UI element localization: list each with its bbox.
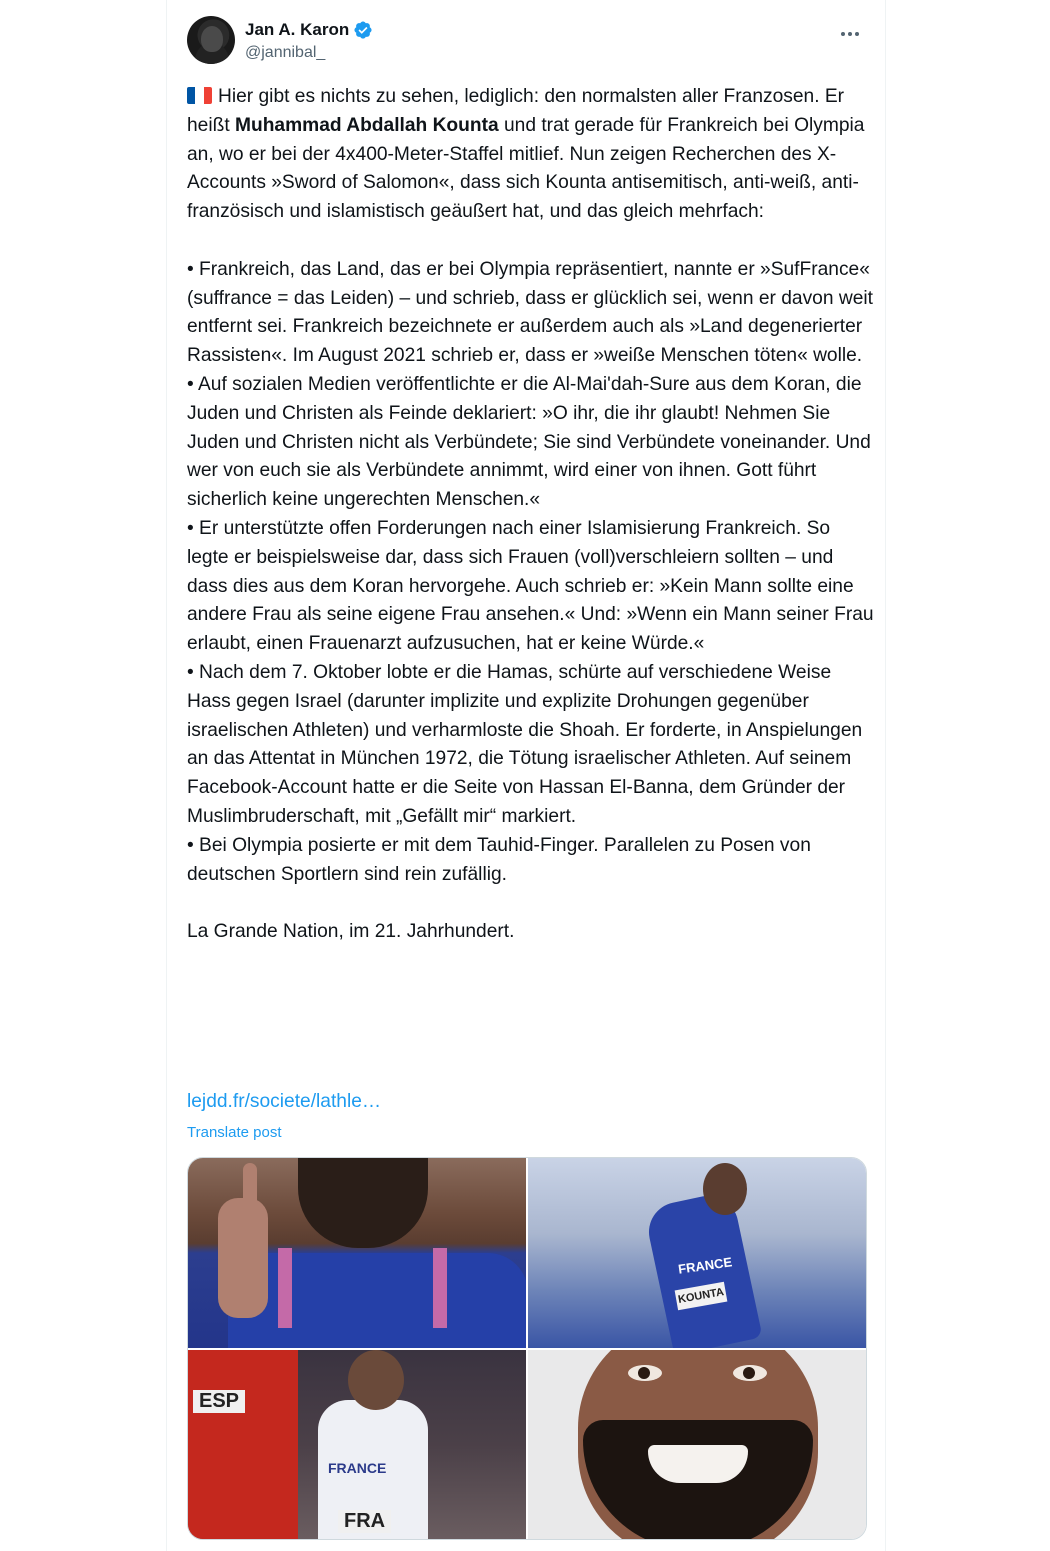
tweet-header bbox=[187, 16, 865, 66]
more-options-icon[interactable] bbox=[835, 22, 865, 46]
author-handle[interactable]: @jannibal_ bbox=[245, 44, 326, 61]
translate-post-link[interactable]: Translate post bbox=[187, 1124, 282, 1141]
bullet-2: • Auf sozialen Medien veröffentlichte er die Al-Mai'dah-Sure aus dem Koran, die Juden und Christen als Feinde deklariert: »O ihr, die ihr glaubt! Nehmen Sie Juden und Christen nicht als Verbündete; Sie sind Verbündete voneinander. Und wer von euch sie als Verbündete annimmt, wird einer von ihnen. Gott führt sicherlich keine ungerechten Menschen.« bbox=[187, 373, 871, 511]
tweet-text bbox=[187, 83, 877, 947]
bullet-5: • Bei Olympia posierte er mit dem Tauhid-Finger. Parallelen zu Posen von deutschen Sportlern sind rein zufällig. bbox=[187, 834, 811, 885]
author-name[interactable]: Jan A. Karon bbox=[245, 20, 350, 39]
media-grid bbox=[187, 1157, 867, 1540]
media-image-4[interactable] bbox=[528, 1350, 866, 1540]
tweet-paragraph-intro: Hier gibt es nichts zu sehen, lediglich: den normalsten aller Franzosen. Er heißt Muhammad Abdallah Kounta und trat gerade für Frankreich bei Olympia an, wo er bei der 4x400-Meter-Staffel mitlief. Nun zeigen Recherchen des X-Accounts »Sword of Salomon«, dass sich Kounta antisemitisch, anti-weiß, anti-französisch und islamistisch geäußert hat, und das gleich mehrfach: bbox=[187, 86, 865, 223]
media-image-2[interactable]: FRANCE KOUNTA bbox=[528, 1158, 866, 1348]
bullet-1: • Frankreich, das Land, das er bei Olympia repräsentiert, nannte er »SufFrance« (suffrance = das Leiden) – und schrieb, dass er glücklich sei, wenn er davon weit entfernt sei. Frankreich bezeichnete er außerdem auch als »Land degenerierter Rassisten«. Im August 2021 schrieb er, dass er »weiße Menschen töten« wolle. bbox=[187, 258, 873, 367]
avatar[interactable] bbox=[187, 16, 235, 64]
athlete-name: Muhammad Abdallah Kounta bbox=[235, 114, 499, 136]
author-name-row bbox=[245, 20, 373, 40]
verified-badge-icon bbox=[353, 20, 373, 40]
media-image-1[interactable] bbox=[188, 1158, 526, 1348]
article-link[interactable]: lejdd.fr/societe/lathle… bbox=[187, 1091, 382, 1112]
media-image-3[interactable]: ESP FRANCE FRA bbox=[188, 1350, 526, 1540]
tweet-card bbox=[166, 0, 886, 1551]
bullet-3: • Er unterstützte offen Forderungen nach einer Islamisierung Frankreich. So legte er beispielsweise dar, dass sich Frauen (voll)verschleiern sollten – und dass dies aus dem Koran hervorgehe. Auch schrieb er: »Kein Mann sollte eine andere Frau als seine eigene Frau ansehen.« Und: »Wenn ein Mann seiner Frau erlaubt, einen Frauenarzt aufzusuchen, hat er keine Würde.« bbox=[187, 517, 874, 655]
france-flag-icon bbox=[187, 87, 212, 104]
closing-line: La Grande Nation, im 21. Jahrhundert. bbox=[187, 921, 515, 943]
bullet-4: • Nach dem 7. Oktober lobte er die Hamas, schürte auf verschiedene Weise Hass gegen Israel (darunter implizite und explizite Drohungen gegenüber israelischen Athleten) und verharmloste die Shoah. Er forderte, in Anspielungen an das Attentat in München 1972, die Tötung israelischer Athleten. Auf seinem Facebook-Account hatte er die Seite von Hassan El-Banna, dem Gründer der Muslimbruderschaft, mit „Gefällt mir“ markiert. bbox=[187, 661, 863, 827]
